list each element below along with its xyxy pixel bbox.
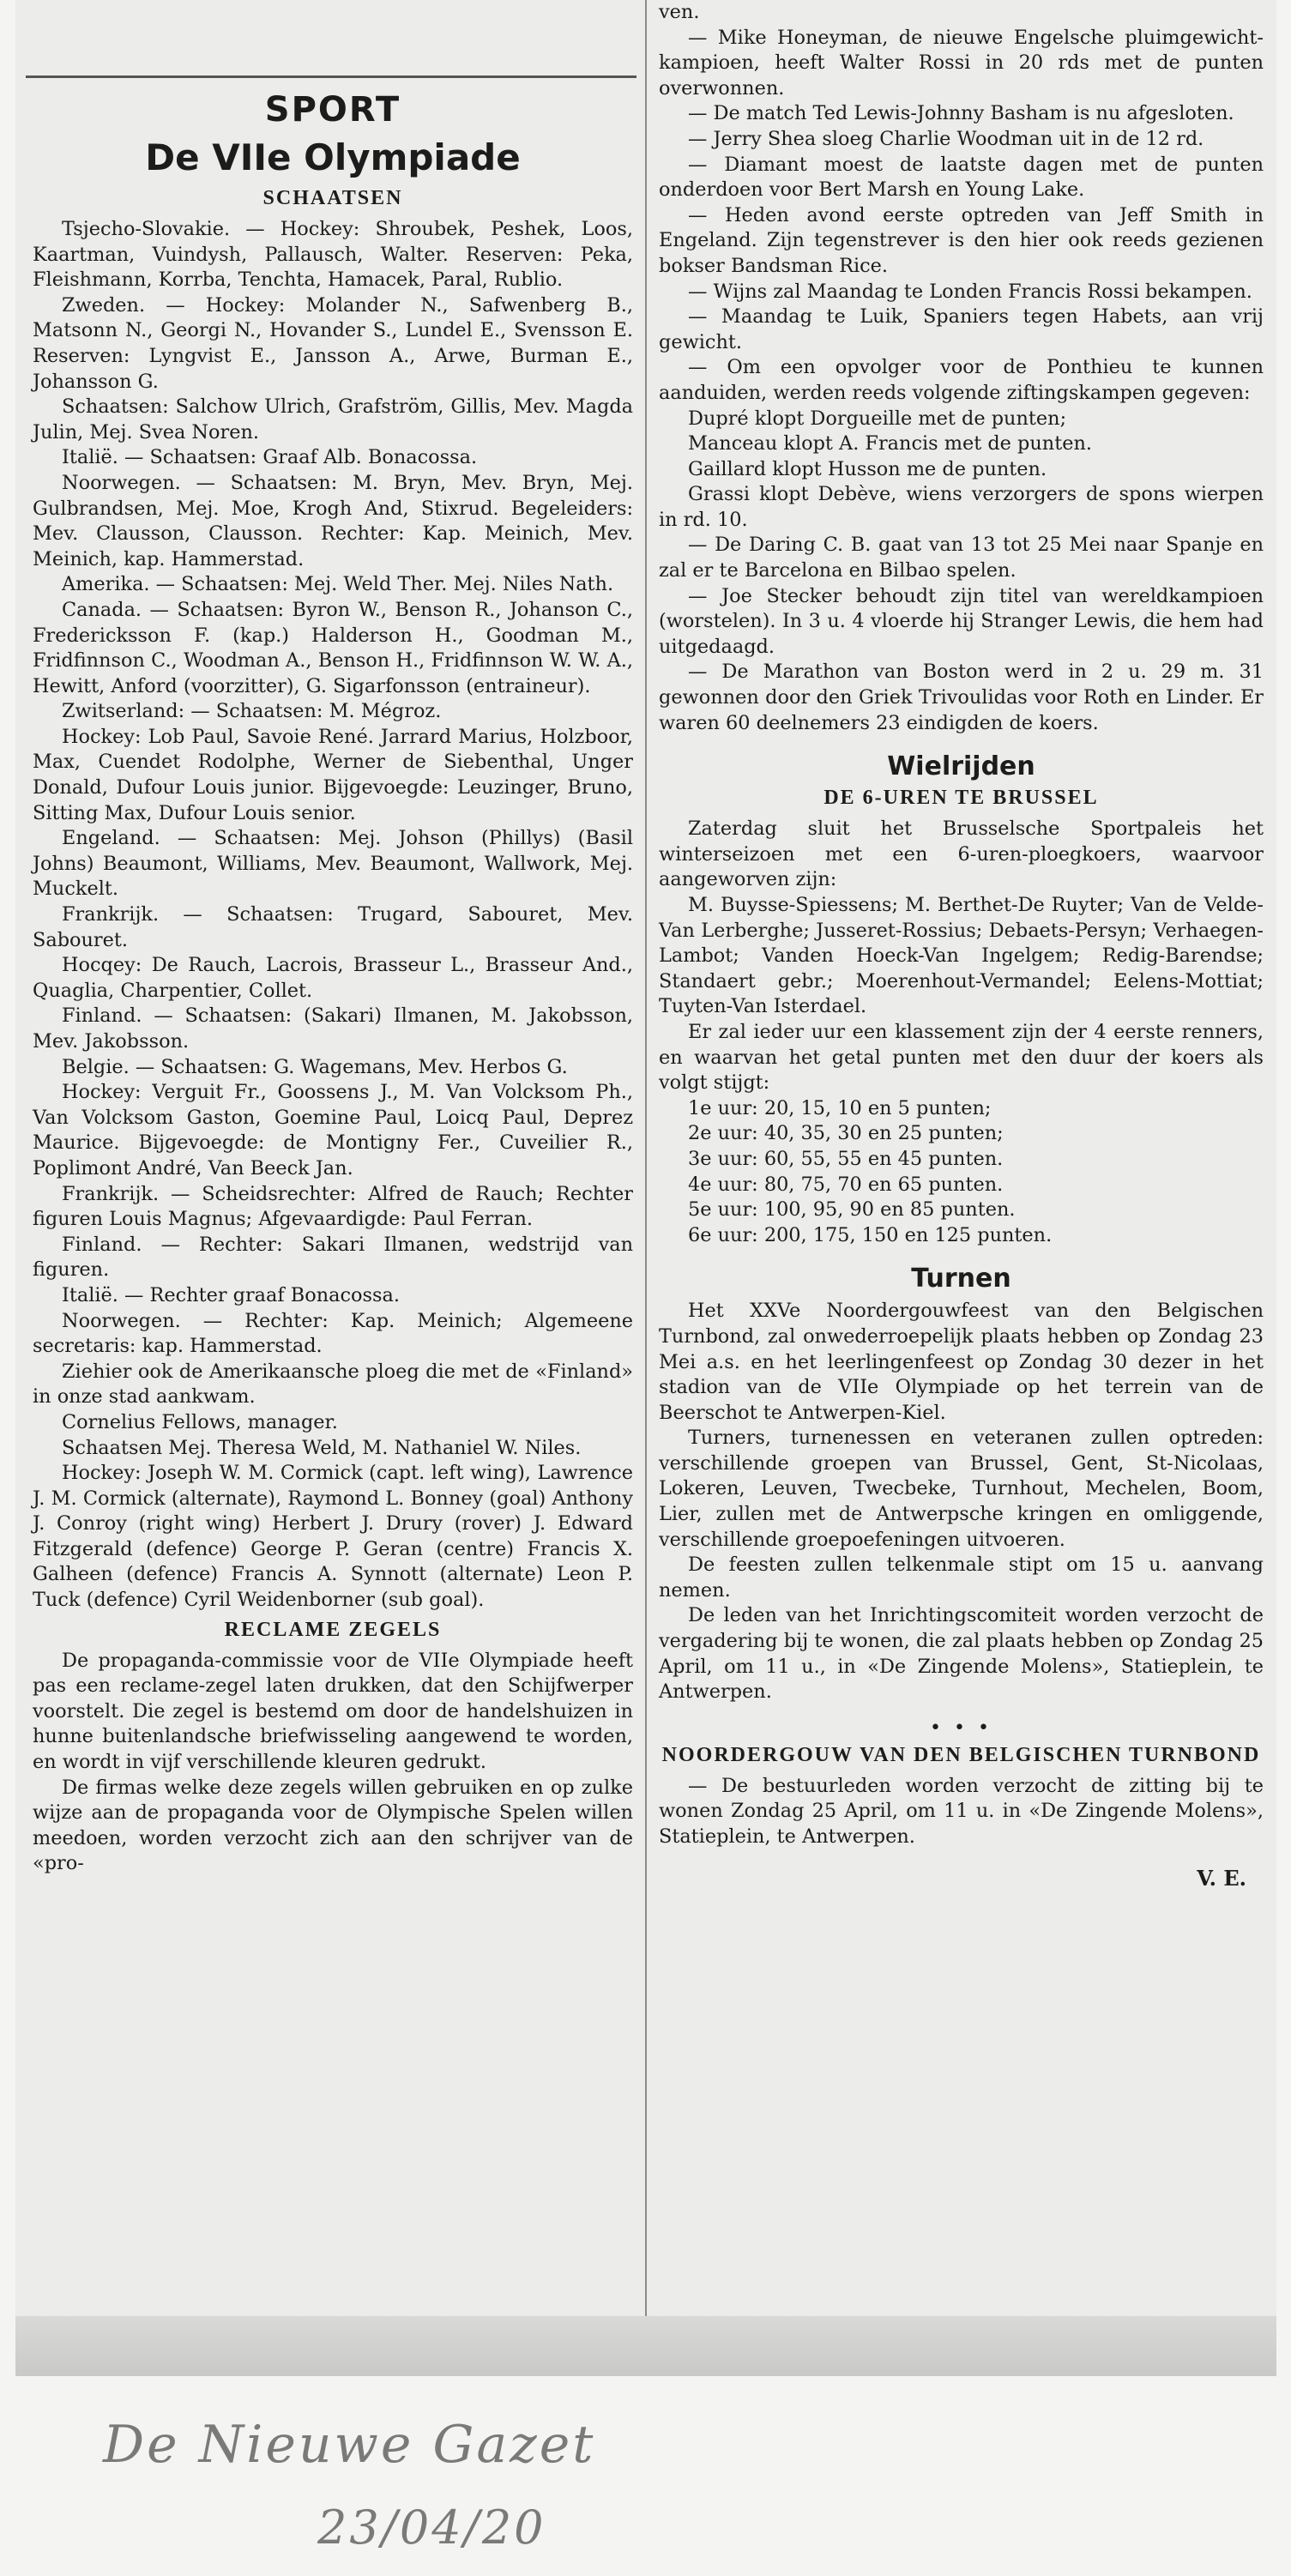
paragraph: Engeland. — Schaatsen: Mej. Johson (Phillys) (Basil Johns) Beaumont, Williams, Mev. Beaumont, Wallwork, Mej. Muckelt. [33, 827, 633, 901]
paragraph: Amerika. — Schaatsen: Mej. Weld Ther. Mej. Niles Nath. [62, 573, 614, 596]
paragraph: Frankrijk. — Schaatsen: Trugard, Sabouret, Mev. Sabouret. [33, 903, 633, 951]
paragraph: M. Buysse-Spiessens; M. Berthet-De Ruyter; Van de Velde-Van Lerberghe; Jusseret-Rossius; Debaets-Persyn; Verhaegen-Lambot; Vanden Hoeck-Van Ingelgem; Redig-Barendse; Standaert gebr.; Moerenhout-Vermandel; Eelens-Mottiat; Tuyten-Van Isterdael. [659, 894, 1264, 1018]
clipping-bottom-edge [15, 2316, 1276, 2376]
paragraph: Turners, turnenessen en veteranen zullen optreden: verschillende groepen van Brussel, Gent, St-Nicolaas, Lokeren, Leuven, Twecbeke, Turnhout, Mechelen, Boom, Lier, zullen met de Antwerpsche kringen en omliggende, verschillende groepoefeningen uitvoeren. [659, 1427, 1264, 1551]
paragraph: Manceau klopt A. Francis met de punten. [688, 432, 1093, 455]
paragraph: Er zal ieder uur een klassement zijn der 4 eerste renners, en waarvan het getal punten met den duur der koers als volgt stijgt: [659, 1020, 1264, 1095]
paragraph: — Mike Honeyman, de nieuwe Engelsche pluimgewicht-kampioen, heeft Walter Rossi in 20 rds met de punten overwonnen. [659, 26, 1264, 100]
paragraph: — Maandag te Luik, Spaniers tegen Habets, aan vrij gewicht. [659, 305, 1264, 353]
paragraph: — Om een opvolger voor de Ponthieu te kunnen aanduiden, werden reeds volgende ziftingskampen gegeven: [659, 356, 1264, 404]
paragraph: De leden van het Inrichtingscomiteit worden verzocht de vergadering bij te wonen, die zal plaats hebben op Zondag 25 April, om 11 u., in «De Zingende Molens», Statieplein, te Antwerpen. [659, 1604, 1264, 1704]
paragraph: Finland. — Schaatsen: (Sakari) Ilmanen, M. Jakobsson, Mev. Jakobsson. [33, 1004, 633, 1053]
subheading-schaatsen: SCHAATSEN [262, 187, 403, 209]
paragraph: Finland. — Rechter: Sakari Ilmanen, wedstrijd van figuren. [33, 1233, 633, 1282]
subheading-6-uren: DE 6-UREN TE BRUSSEL [823, 787, 1099, 810]
paragraph: Dupré klopt Dorgueille met de punten; [688, 407, 1067, 430]
header-rule [26, 75, 636, 78]
paragraph: — Jerry Shea sloeg Charlie Woodman uit in de 12 rd. [688, 127, 1204, 150]
column-divider [645, 0, 647, 2350]
heading-turnen: Turnen [911, 1264, 1011, 1294]
paragraph: — De bestuurleden worden verzocht de zitting bij te wonen Zondag 25 April, om 11 u. in «De Zingende Molens», Statieplein, te Antwerpen. [659, 1774, 1264, 1848]
article-headline: De VIIe Olympiade [145, 136, 521, 178]
schaatsen-body [33, 217, 633, 1614]
paragraph: Gaillard klopt Husson me de punten. [688, 457, 1047, 480]
paragraph: — Diamant moest de laatste dagen met de punten onderdoen voor Bert Marsh en Young Lake. [659, 153, 1264, 202]
right-column [659, 0, 1264, 1891]
paragraph: Zwitserland: — Schaatsen: M. Mégroz. [62, 700, 442, 723]
paragraph: Noorwegen. — Rechter: Kap. Meinich; Algemeene secretaris: kap. Hammerstad. [33, 1309, 633, 1358]
paragraph: — Joe Stecker behoudt zijn titel van wereldkampioen (worstelen). In 3 u. 4 vloerde hij Stranger Lewis, die hem had uitgedaagd. [659, 584, 1264, 658]
paragraph: — De match Ted Lewis-Johnny Basham is nu afgesloten. [688, 102, 1234, 125]
section-title: SPORT [264, 90, 401, 130]
paragraph: Italië. — Rechter graaf Bonacossa. [62, 1283, 400, 1306]
paragraph: ven. [659, 1, 700, 23]
paragraph: Hockey: Lob Paul, Savoie René. Jarrard Marius, Holzboor, Max, Cuendet Rodolphe, Werner de Siebenthal, Unger Donald, Dufour Louis junior. Bijgevoegde: Leuzinger, Bruno, Sitting Max, Dufour Louis senior. [33, 725, 633, 824]
paragraph: Tsjecho-Slovakie. — Hockey: Shroubek, Peshek, Loos, Kaartman, Vuindysh, Pallausch, Walter. Reserven: Peka, Fleishmann, Korrba, Tenchta, Hamacek, Paral, Rublio. [33, 218, 633, 292]
paragraph: Cornelius Fellows, manager. [62, 1410, 338, 1433]
paragraph: — Wijns zal Maandag te Londen Francis Rossi bekampen. [688, 280, 1252, 303]
paragraph: Hocqey: De Rauch, Lacrois, Brasseur L., Brasseur And., Quaglia, Charpentier, Collet. [33, 954, 633, 1002]
paragraph: Zaterdag sluit het Brusselsche Sportpaleis het winterseizoen met een 6-uren-ploegkoers, waarvoor aangeworven zijn: [659, 817, 1264, 891]
paragraph: Frankrijk. — Scheidsrechter: Alfred de Rauch; Rechter figuren Louis Magnus; Afgevaardigde: Paul Ferran. [33, 1182, 633, 1231]
paragraph: Canada. — Schaatsen: Byron W., Benson R., Johanson C., Fredericksson F. (kap.) Halderson H., Goodman M., Fridfinnson C., Woodman A., Benson H., Fridfinnson W. W. A., Hewitt, Anford (voorzitter), G. Sigarfonsson (entraineur). [33, 598, 633, 697]
subheading-reclame-zegels: RECLAME ZEGELS [224, 1618, 442, 1641]
paragraph: Zweden. — Hockey: Molander N., Safwenberg B., Matsonn N., Georgi N., Hovander S., Lundel E., Svensson E. Reserven: Lyngvist E., Jansson A., Arwe, Burman E., Johansson G. [33, 293, 633, 393]
paragraph: — De Daring C. B. gaat van 13 tot 25 Mei naar Spanje en zal er te Barcelona en Bilbao spelen. [659, 534, 1264, 582]
paragraph: De firmas welke deze zegels willen gebruiken en op zulke wijze aan de propaganda voor de Olympische Spelen willen meedoen, worden verzocht zich aan den schrijver van de «pro- [33, 1776, 633, 1875]
heading-wielrijden: Wielrijden [887, 751, 1035, 782]
points-line: 2e uur: 40, 35, 30 en 25 punten; [688, 1122, 1004, 1145]
paragraph: — Heden avond eerste optreden van Jeff Smith in Engeland. Zijn tegenstrever is den hier ook reeds gezienen bokser Bandsman Rice. [659, 203, 1264, 277]
paragraph: Hockey: Verguit Fr., Goossens J., M. Van Volcksom Ph., Van Volcksom Gaston, Goemine Paul, Loicq Paul, Deprez Maurice. Bijgevoegde: de Montigny Fer., Cuveilier R., Poplimont André, Van Beeck Jan. [33, 1081, 633, 1179]
paragraph: Schaatsen: Salchow Ulrich, Grafström, Gillis, Mev. Magda Julin, Mej. Svea Noren. [33, 395, 633, 443]
paragraph: De propaganda-commissie voor de VIIe Olympiade heeft pas een reclame-zegel laten drukken, dat den Schijfwerper voorstelt. Die zegel is bestemd om door de handelshuizen in hunne buitenlandsche briefwisseling aangewend te worden, en wordt in vijf verschillende kleuren gedrukt. [33, 1649, 633, 1774]
paragraph: Ziehier ook de Amerikaansche ploeg die met de «Finland» in onze stad aankwam. [33, 1360, 633, 1409]
points-line: 1e uur: 20, 15, 10 en 5 punten; [688, 1096, 992, 1119]
left-column [33, 81, 633, 1877]
paragraph: Belgie. — Schaatsen: G. Wagemans, Mev. Herbos G. [62, 1055, 568, 1078]
points-line: 5e uur: 100, 95, 90 en 85 punten. [688, 1198, 1016, 1222]
signature: V. E. [1197, 1865, 1246, 1891]
paragraph: Italië. — Schaatsen: Graaf Alb. Bonacossa. [62, 446, 478, 469]
separator-asterism: • • • [930, 1716, 992, 1739]
paragraph: Schaatsen Mej. Theresa Weld, M. Nathaniel W. Niles. [62, 1436, 582, 1459]
points-line: 4e uur: 80, 75, 70 en 65 punten. [688, 1173, 1004, 1196]
points-line: 6e uur: 200, 175, 150 en 125 punten. [688, 1223, 1053, 1246]
paragraph: Hockey: Joseph W. M. Cormick (capt. left wing), Lawrence J. M. Cormick (alternate), Raymond L. Bonney (goal) Anthony J. Conroy (right wing) Herbert J. Drury (rover) J. Edward Fitzgerald (defence) George P. Geran (centre) Francis X. Galheen (defence) Francis A. Synnott (alternate) Leon P. Tuck (defence) Cyril Weidenborner (sub goal). [33, 1462, 633, 1612]
paragraph: Grassi klopt Debève, wiens verzorgers de spons wierpen in rd. 10. [659, 483, 1264, 531]
handwritten-source-note: De Nieuwe Gazet [103, 2415, 596, 2475]
handwritten-date-note: 23/04/20 [317, 2501, 546, 2555]
points-line: 3e uur: 60, 55, 55 en 45 punten. [688, 1147, 1004, 1170]
paragraph: De feesten zullen telkenmale stipt om 15 u. aanvang nemen. [659, 1553, 1264, 1602]
paragraph: — De Marathon van Boston werd in 2 u. 29 m. 31 gewonnen door den Griek Trivoulidas voor Roth en Linder. Er waren 60 deelnemers 23 eindigden de koers. [659, 661, 1264, 734]
paragraph: Het XXVe Noordergouwfeest van den Belgischen Turnbond, zal onwederroepelijk plaats hebben op Zondag 23 Mei a.s. en het leerlingenfeest op Zondag 30 dezer in het stadion van de VIIe Olympiade op het terrein van de Beerschot te Antwerpen-Kiel. [659, 1300, 1264, 1424]
paragraph: Noorwegen. — Schaatsen: M. Bryn, Mev. Bryn, Mej. Gulbrandsen, Mej. Moe, Krogh And, Stixrud. Begeleiders: Mev. Clausson, Clausson. Rechter: Kap. Meinich, Mev. Meinich, kap. Hammerstad. [33, 471, 633, 570]
subheading-noordergouw: NOORDERGOUW VAN DEN BELGISCHEN TURNBOND [661, 1743, 1261, 1766]
